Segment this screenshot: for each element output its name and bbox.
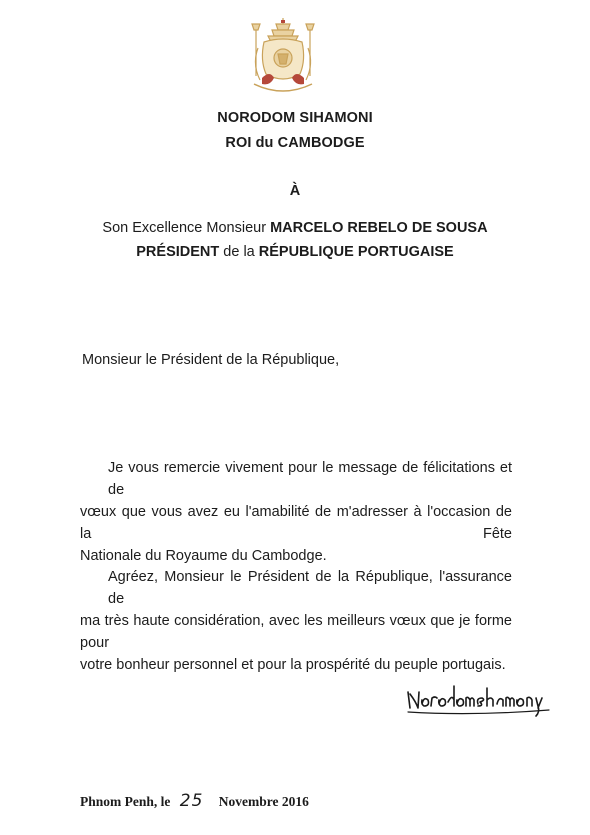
paragraph-line: vœux que vous avez eu l'amabilité de m'adresser à l'occasion de la Fête [80,504,512,542]
sender-title: ROI du CAMBODGE [225,135,365,151]
recipient-title-mid: de la [223,244,255,260]
paragraph-closing [80,566,512,676]
recipient-name: MARCELO REBELO DE SOUSA [270,220,488,236]
handwritten-signature [404,682,554,720]
royal-coat-of-arms-icon [248,14,318,100]
paragraph-line: ma très haute considération, avec les meilleurs vœux que je forme pour [80,613,512,651]
date-month-year: Novembre 2016 [218,794,309,809]
sender-name: NORODOM SIHAMONI [217,110,373,126]
date-day: 25 [179,791,204,811]
paragraph-line: votre bonheur personnel et pour la prospérité du peuple portugais. [80,657,506,673]
paragraph-line: Je vous remercie vivement pour le message de félicitations et de [108,460,512,498]
recipient-name-line [0,220,590,236]
date-place: Phnom Penh, le [80,794,171,809]
recipient-title-tail: RÉPUBLIQUE PORTUGAISE [258,244,454,260]
recipient-title-lead: PRÉSIDENT [136,244,220,260]
recipient-prefix: Son Excellence Monsieur [102,220,267,236]
recipient-title-line [0,244,590,260]
date-line [80,791,309,811]
recipient-preposition: À [289,183,301,199]
paragraph-line: Agréez, Monsieur le Président de la République, l'assurance de [108,569,512,607]
paragraph-thanks [80,457,512,567]
salutation: Monsieur le Président de la République, [82,352,340,368]
paragraph-line: Nationale du Royaume du Cambodge. [80,548,327,564]
